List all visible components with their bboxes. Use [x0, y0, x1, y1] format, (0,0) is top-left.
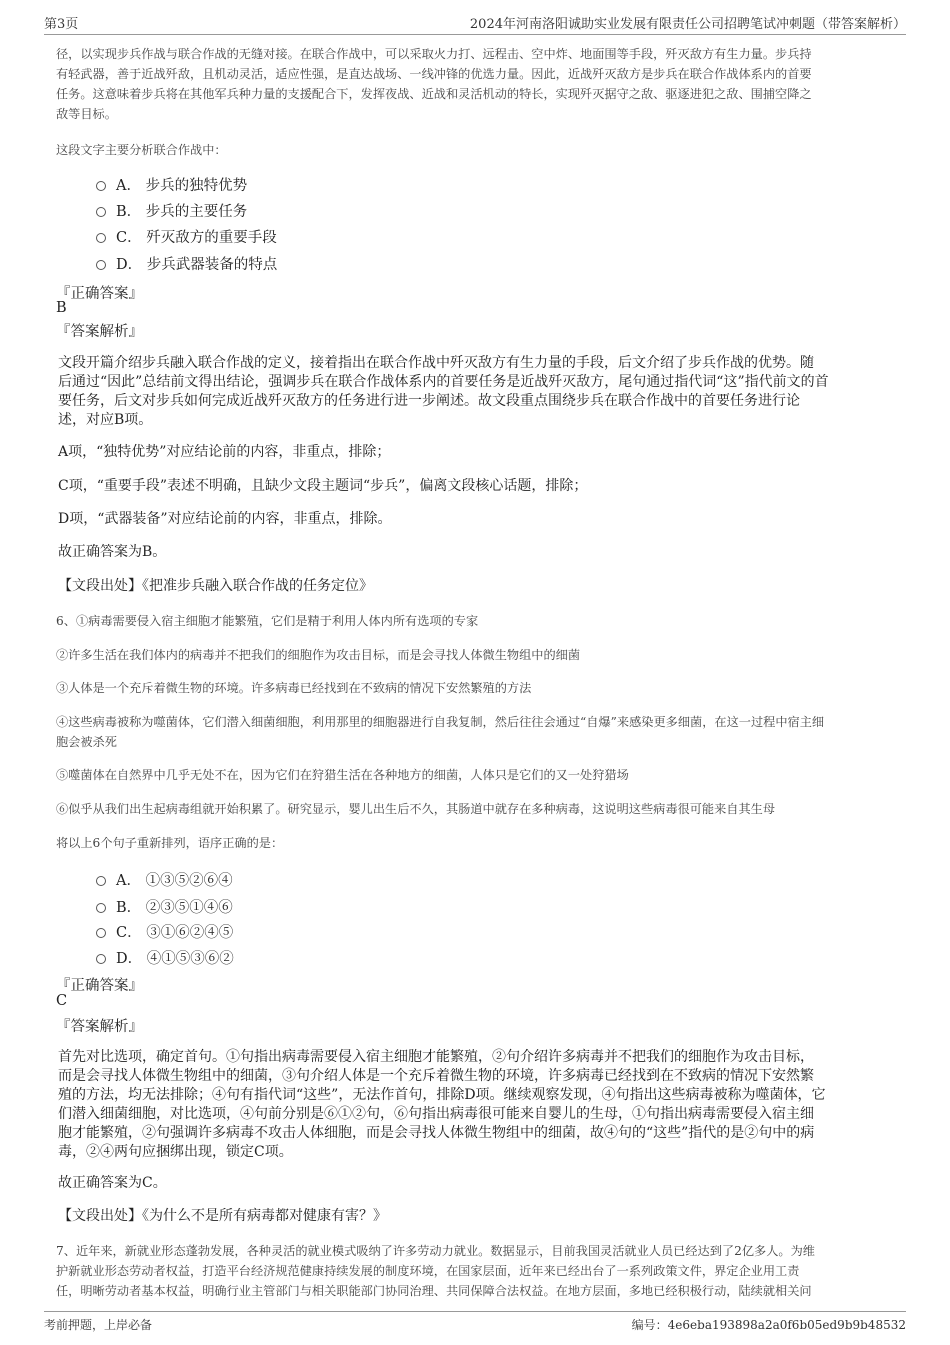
document-title: 2024年河南洛阳诚助实业发展有限责任公司招聘笔试冲刺题（带答案解析） — [469, 17, 906, 32]
passage-line: 护新就业形态劳动者权益，打造平台经济规范健康持续发展的制度环境，在国家层面，近年来已经出台了一系列政策文件，界定企业用工责 — [56, 1264, 800, 1278]
radio-icon[interactable] — [96, 207, 106, 217]
passage-line: 任，明晰劳动者基本权益，明确行业主管部门与相关职能部门协同治理、共同保障合法权益。在地方层面，多地已经积极行动，陆续就相关问 — [56, 1284, 812, 1298]
passage-line: 有轻武器，善于近战歼敌，且机动灵活，适应性强，是直达战场、一线冲锋的优选力量。因此，近战歼灭敌方是步兵在联合作战体系内的首要 — [56, 67, 812, 81]
option-label: B． ②③⑤①④⑥ — [116, 900, 233, 916]
q6-analysis-label: 『答案解析』 — [56, 1019, 143, 1035]
option-label: B． 步兵的主要任务 — [116, 204, 248, 220]
radio-icon[interactable] — [96, 928, 106, 938]
page-header — [44, 10, 906, 35]
analysis-line: 殖的方法，均无法排除；④句有指代词“这些”，无法作首句，排除D项。继续观察发现，④句指出这些病毒被称为噬菌体，它 — [58, 1087, 826, 1103]
option-label: D． ④①⑤③⑥② — [116, 951, 234, 967]
analysis-line: 要任务，后文对步兵如何完成近战歼灭敌方的任务进行进一步阐述。故文段重点围绕步兵在联合作战中的首要任务进行论 — [58, 393, 800, 409]
q5-analysis-label: 『答案解析』 — [56, 324, 143, 340]
q5-option-a[interactable] — [96, 174, 247, 195]
radio-icon[interactable] — [96, 260, 106, 270]
q6-source: 【文段出处】《为什么不是所有病毒都对健康有害？》 — [58, 1208, 387, 1224]
analysis-line: 首先对比选项，确定首句。①句指出病毒需要侵入宿主细胞才能繁殖，②句介绍许多病毒并不把我们的细胞作为攻击目标， — [58, 1049, 814, 1065]
q6-conclusion: 故正确答案为C。 — [58, 1175, 167, 1191]
radio-icon[interactable] — [96, 233, 106, 243]
option-label: C． 歼灭敌方的重要手段 — [116, 230, 277, 246]
radio-icon[interactable] — [96, 876, 106, 886]
footer-slogan: 考前押题，上岸必备 — [44, 1318, 153, 1332]
q6-analysis — [58, 1048, 904, 1162]
q6-sentence-3: ③人体是一个充斥着微生物的环境。许多病毒已经找到在不致病的情况下安然繁殖的方法 — [56, 681, 532, 695]
q6-answer-label: 『正确答案』 — [56, 978, 143, 994]
option-label: A． 步兵的独特优势 — [116, 178, 248, 194]
page-number: 第3页 — [44, 17, 79, 32]
q5-point-a: A项，“独特优势”对应结论前的内容，非重点，排除； — [58, 444, 391, 460]
q5-option-b[interactable] — [96, 200, 247, 221]
analysis-line: 后通过“因此”总结前文得出结论，强调步兵在联合作战体系内的首要任务是近战歼灭敌方，尾句通过指代词“这”指代前文的首 — [58, 374, 829, 390]
q6-option-d[interactable] — [96, 947, 234, 968]
q5-question: 这段文字主要分析联合作战中： — [56, 143, 227, 157]
q5-option-d[interactable] — [96, 253, 277, 274]
q6-sentence-4 — [56, 712, 906, 752]
sentence-line: ④这些病毒被称为噬菌体，它们潜入细菌细胞，利用那里的细胞器进行自我复制，然后往往会通过“自爆”来感染更多细菌，在这一过程中宿主细 — [56, 715, 825, 729]
q5-point-d: D项，“武器装备”对应结论前的内容，非重点，排除。 — [58, 511, 392, 527]
passage-line: 任务。这意味着步兵将在其他军兵种力量的支援配合下，发挥夜战、近战和灵活机动的特长，实现歼灭据守之敌、驱逐进犯之敌、围捕空降之 — [56, 87, 812, 101]
q5-analysis — [58, 354, 904, 430]
q5-passage — [56, 44, 906, 124]
option-label: C． ③①⑥②④⑤ — [116, 925, 234, 941]
passage-line: 敌等目标。 — [56, 107, 117, 121]
radio-icon[interactable] — [96, 954, 106, 964]
q6-option-b[interactable] — [96, 896, 233, 917]
q5-conclusion: 故正确答案为B。 — [58, 544, 167, 560]
analysis-line: 文段开篇介绍步兵融入联合作战的定义，接着指出在联合作战中歼灭敌方有生力量的手段，后文介绍了步兵作战的优势。随 — [58, 355, 814, 371]
analysis-line: 们潜入细菌细胞，对比选项，④句前分别是⑥①②句，⑥句指出病毒很可能来自婴儿的生母，①句指出病毒需要侵入宿主细 — [58, 1106, 814, 1122]
option-label: A． ①③⑤②⑥④ — [116, 873, 233, 889]
radio-icon[interactable] — [96, 903, 106, 913]
page-footer — [44, 1311, 906, 1334]
q5-source: 【文段出处】《把准步兵融入联合作战的任务定位》 — [58, 578, 373, 594]
document-id: 编号：4e6eba193898a2a0f6b05ed9b9b48532 — [631, 1318, 906, 1332]
analysis-line: 毒，②④两句应捆绑出现，锁定C项。 — [58, 1144, 293, 1160]
q5-option-c[interactable] — [96, 226, 277, 247]
q5-answer: B — [56, 300, 67, 316]
q7-passage — [56, 1241, 906, 1301]
passage-line: 7、近年来，新就业形态蓬勃发展，各种灵活的就业模式吸纳了许多劳动力就业。数据显示，目前我国灵活就业人员已经达到了2亿多人。为维 — [56, 1244, 815, 1258]
analysis-line: 而是会寻找人体微生物组中的细菌，③句介绍人体是一个充斥着微生物的环境，许多病毒已经找到在不致病的情况下安然繁 — [58, 1068, 814, 1084]
passage-line: 径，以实现步兵作战与联合作战的无缝对接。在联合作战中，可以采取火力打、远程击、空中炸、地面围等手段，歼灭敌方有生力量。步兵持 — [56, 47, 812, 61]
q6-option-c[interactable] — [96, 921, 233, 942]
q5-point-c: C项，“重要手段”表述不明确，且缺少文段主题词“步兵”，偏离文段核心话题，排除； — [58, 478, 588, 494]
analysis-line: 述，对应B项。 — [58, 412, 153, 428]
sentence-line: 胞会被杀死 — [56, 735, 117, 749]
q6-option-a[interactable] — [96, 869, 233, 890]
radio-icon[interactable] — [96, 181, 106, 191]
q6-sentence-1: 6、①病毒需要侵入宿主细胞才能繁殖，它们是精于利用人体内所有选项的专家 — [56, 614, 479, 628]
q6-sentence-5: ⑤噬菌体在自然界中几乎无处不在，因为它们在狩猎生活在各种地方的细菌，人体只是它们的又一处狩猎场 — [56, 768, 629, 782]
q6-answer: C — [56, 993, 68, 1009]
option-label: D． 步兵武器装备的特点 — [116, 257, 278, 273]
q5-answer-label: 『正确答案』 — [56, 286, 143, 302]
q6-sentence-2: ②许多生活在我们体内的病毒并不把我们的细胞作为攻击目标，而是会寻找人体微生物组中的细菌 — [56, 648, 581, 662]
analysis-line: 胞才能繁殖，②句强调许多病毒不攻击人体细胞，而是会寻找人体微生物组中的细菌，故④句的“这些”指代的是②句中的病 — [58, 1125, 815, 1141]
q6-sentence-6: ⑥似乎从我们出生起病毒组就开始积累了。研究显示，婴儿出生后不久，其肠道中就存在多种病毒，这说明这些病毒很可能来自其生母 — [56, 802, 776, 816]
q6-question: 将以上6个句子重新排列，语序正确的是： — [56, 836, 284, 850]
